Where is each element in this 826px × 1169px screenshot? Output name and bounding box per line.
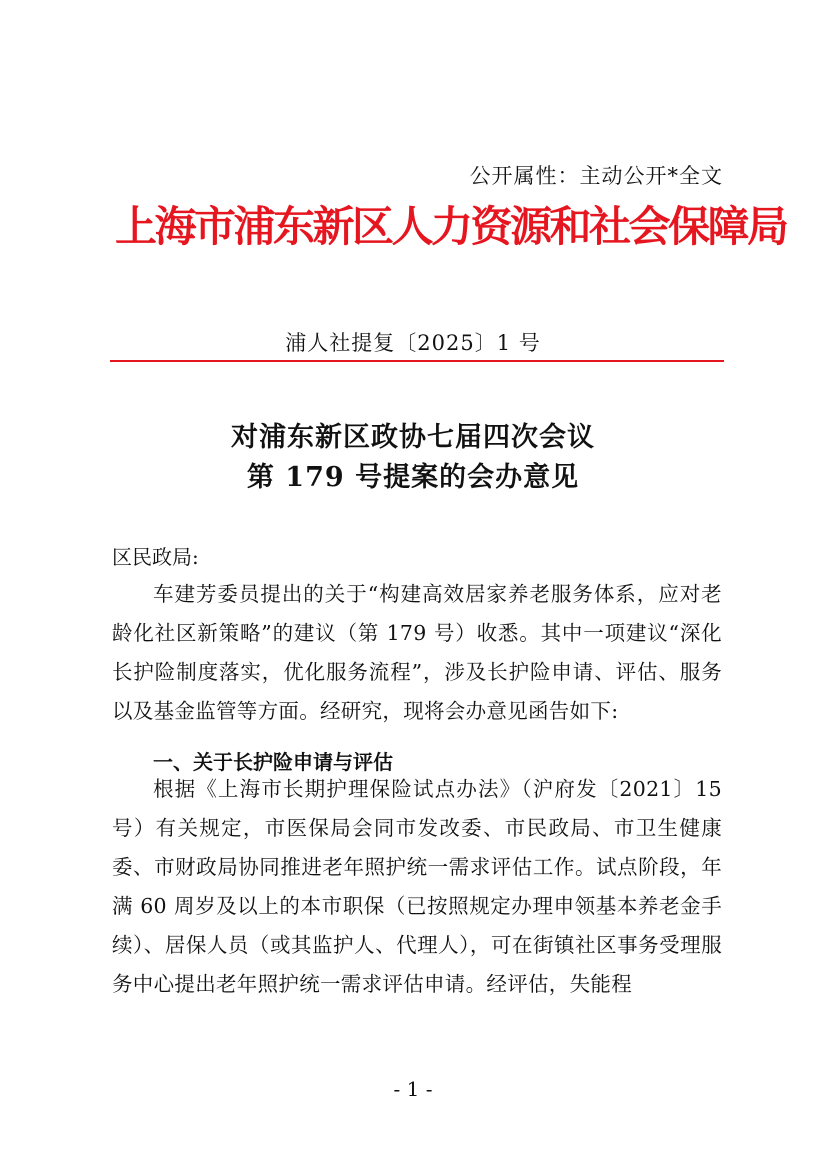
body-paragraph-1: 车建芳委员提出的关于“构建高效居家养老服务体系，应对老龄化社区新策略”的建议（第 179 号）收悉。其中一项建议“深化长护险制度落实，优化服务流程”，涉及长护险申请、评估、服务以及基金监管等方面。经研究，现将会办意见函告如下: <box>112 582 722 723</box>
document-number: 浦人社提复〔2025〕1 号 <box>285 331 541 355</box>
section-heading-1: 一、关于长护险申请与评估 <box>153 750 393 774</box>
page-title-line-2: 第 179 号提案的会办意见 <box>246 462 580 493</box>
body-paragraph-2: 根据《上海市长期护理保险试点办法》（沪府发〔2021〕15 号）有关规定，市医保局会同市发改委、市民政局、市卫生健康委、市财政局协同推进老年照护统一需求评估工作。试点阶段，年满 60 周岁及以上的本市职保（已按照规定办理申领基本养老金手续）、居保人员（或其监护人、代理人），可在街镇社区事务受理服务中心提出老年照护统一需求评估申请。经评估，失能程 <box>112 777 722 996</box>
page-number: - 1 - <box>393 1077 433 1101</box>
page-title-line-1: 对浦东新区政协七届四次会议 <box>231 422 595 453</box>
salutation: 区民政局: <box>112 545 199 569</box>
disclosure-label: 公开属性：主动公开*全文 <box>469 164 723 188</box>
issuer-name: 上海市浦东新区人力资源和社会保障局 <box>115 202 787 251</box>
red-divider <box>110 360 724 362</box>
